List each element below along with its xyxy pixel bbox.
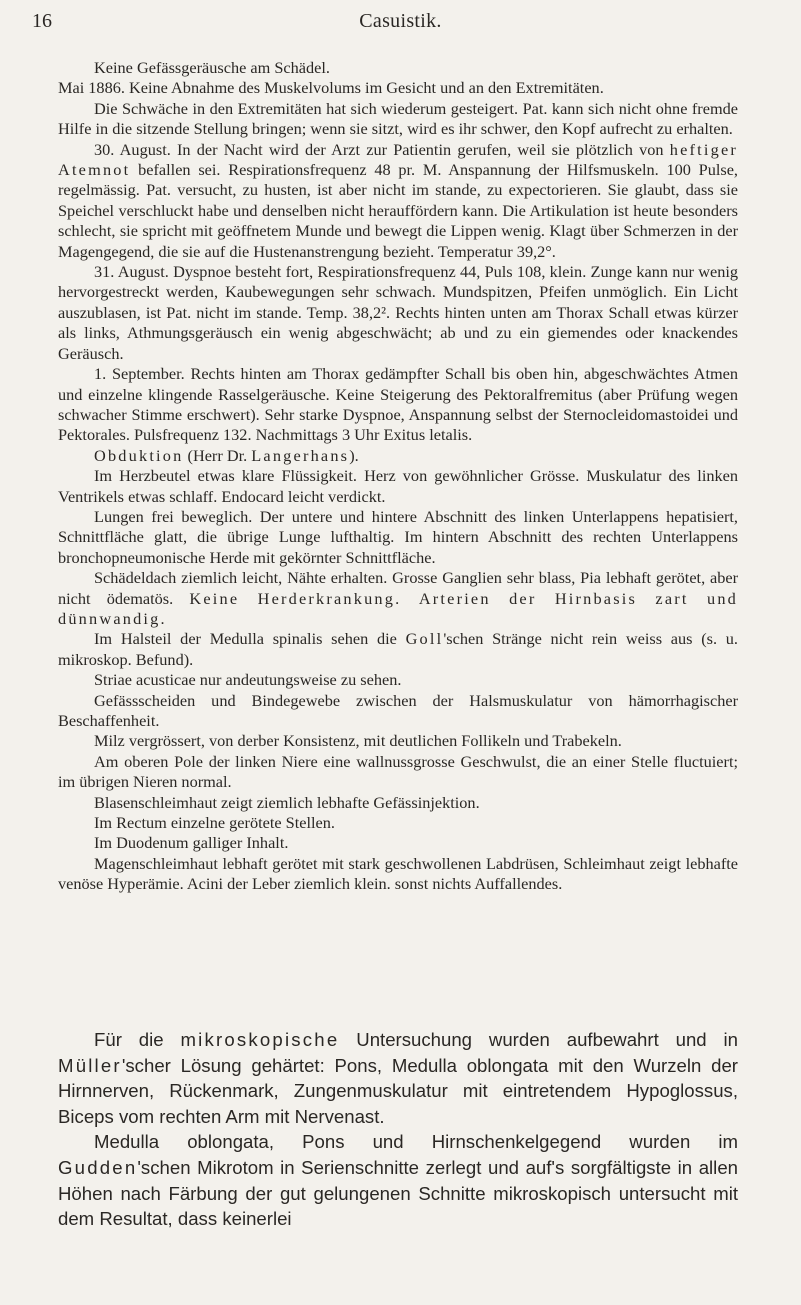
text-run: Untersuchung wurden aufbewahrt und in [339, 1029, 738, 1050]
spaced-emphasis: Keine Herderkrankung. Arterien der Hirnbasis zart und dünnwandig. [58, 588, 738, 628]
text-run: Lungen frei beweglich. Der untere und hintere Abschnitt des linken Unterlappens hepatisiert, Schnittfläche glatt, die übrige Lunge lufthaltig. Im hintern Abschnitt des rechten Unterlappens bronchopneumonische Herde mit gekörnter Schnittfläche. [58, 506, 738, 567]
case-paragraph [58, 58, 738, 78]
text-run: Im Duodenum galliger Inhalt. [94, 833, 289, 853]
case-paragraph [58, 752, 738, 793]
spaced-emphasis: Goll [405, 629, 444, 649]
text-run: Magenschleimhaut lebhaft gerötet mit stark geschwollenen Labdrüsen, Schleimhaut zeigt lebhafte venöse Hyperämie. Acini der Leber ziemlich klein. sonst nichts Auffallendes. [58, 853, 738, 894]
text-run: 'schen Stränge nicht rein weiss aus (s. u. mikroskop. Befund). [58, 629, 738, 669]
text-run: 30. August. In der Nacht wird der Arzt zur Patientin gerufen, weil sie plötzlich von [94, 139, 670, 159]
case-paragraph [58, 793, 738, 813]
page-header [32, 10, 769, 36]
case-paragraph [58, 731, 738, 751]
text-run: Medulla oblongata, Pons und Hirnschenkelgegend wurden im [94, 1131, 738, 1153]
page-number: 16 [32, 10, 52, 32]
case-paragraph [58, 140, 738, 262]
spaced-emphasis: heftiger Atemnot [58, 139, 738, 180]
text-run: Am oberen Pole der linken Niere eine wallnussgrosse Geschwulst, die an einer Stelle fluctuiert; im übrigen Nieren normal. [58, 751, 738, 792]
text-run: (Herr Dr. [183, 445, 252, 465]
text-run: Im Herzbeutel etwas klare Flüssigkeit. Herz von gewöhnlicher Grösse. Muskulatur des linken Ventrikels etwas schlaff. Endocard leicht verdickt. [58, 466, 738, 506]
case-paragraph [58, 629, 738, 670]
text-run: 'schen Mikrotom in Serienschnitte zerlegt und auf's sorgfältigste in allen Höhen nach Färbung der gut gelungenen Schnitte mikroskopisch untersucht mit dem Resultat, dass keinerlei [58, 1156, 738, 1230]
case-paragraph [58, 854, 738, 895]
spaced-emphasis: Müller [58, 1054, 122, 1076]
text-run: Im Rectum einzelne gerötete Stellen. [94, 813, 335, 833]
text-run: Die Schwäche in den Extremitäten hat sich wiederum gesteigert. Pat. kann sich nicht ohne fremde Hilfe in die sitzende Stellung bringen; wenn sie sitzt, wird es ihr schwer, den Kopf aufrecht zu erhalten. [58, 98, 738, 139]
text-run: Keine Gefässgeräusche am Schädel. [94, 58, 330, 77]
case-paragraph [58, 364, 738, 446]
case-history-text [58, 58, 738, 895]
text-run: Gefässscheiden und Bindegewebe zwischen der Halsmuskulatur von hämorrhagischer Beschaffenheit. [58, 690, 738, 730]
text-run: 31. August. Dyspnoe besteht fort, Respirationsfrequenz 44, Puls 108, klein. Zunge kann nur wenig hervorgestreckt werden, Kaubewegungen sehr schwach. Mundspitzen, Pfeifen unmöglich. Ein Licht auszublasen, ist Pat. nicht im stande. Temp. 38,2². Rechts hinten unten am Thorax Schall etwas kürzer als links, Athmungsgeräusch ein wenig abgeschwächt; ab und zu ein giemendes oder knackendes Geräusch. [58, 262, 738, 363]
case-paragraph [58, 262, 738, 364]
case-paragraph [58, 813, 738, 833]
case-paragraph [58, 670, 738, 690]
case-paragraph [58, 691, 738, 732]
case-paragraph [58, 833, 738, 853]
case-paragraph [58, 78, 738, 98]
case-paragraph [58, 99, 738, 140]
case-paragraph [58, 507, 738, 568]
discussion-text [58, 1027, 738, 1232]
text-run: Für die [94, 1029, 181, 1050]
text-run: ). [349, 445, 359, 465]
text-run: 'scher Lösung gehärtet: Pons, Medulla oblongata mit den Wurzeln der Hirnnerven, Rückenmark, Zungenmuskulatur mit eintretendem Hypoglossus, Biceps vom rechten Arm mit Nervenast. [58, 1054, 738, 1127]
text-run: befallen sei. Respirationsfrequenz 48 pr. M. Anspannung der Hilfsmuskeln. 100 Pulse, regelmässig. Pat. versucht, zu husten, ist aber nicht im stande, zu expectorieren. Sie glaubt, dass sie Speichel verschluckt habe und denselben nicht herauffördern kann. Die Artikulation ist heute besonders schlecht, sie spricht mit geöffnetem Munde und bewegt die Lippen wenig. Klagt über Schmerzen in der Magengegend, die sie auf die Hustenanstrengung bezieht. Temperatur 39,2°. [58, 160, 738, 261]
spaced-emphasis: Langerhans [251, 445, 350, 465]
text-run: Im Halsteil der Medulla spinalis sehen die [94, 629, 406, 649]
case-paragraph [58, 446, 738, 466]
text-run: Milz vergrössert, von derber Konsistenz, mit deutlichen Follikeln und Trabekeln. [94, 731, 622, 751]
spaced-emphasis: Obduktion [94, 445, 184, 465]
text-run: Striae acusticae nur andeutungsweise zu sehen. [94, 670, 402, 690]
spaced-emphasis: mikroskopische [180, 1029, 340, 1050]
discussion-paragraph [58, 1129, 738, 1231]
case-paragraph [58, 568, 738, 629]
text-run: Mai 1886. Keine Abnahme des Muskelvolums im Gesicht und an den Extremitäten. [58, 78, 604, 98]
text-run: Schädeldach ziemlich leicht, Nähte erhalten. Grosse Ganglien sehr blass, Pia lebhaft gerötet, aber nicht ödematös. [58, 568, 738, 608]
text-run: 1. September. Rechts hinten am Thorax gedämpfter Schall bis oben hin, abgeschwächtes Atmen und einzelne klingende Rasselgeräusche. Keine Steigerung des Pektoralfremitus (aber Prüfung wegen schwacher Stimme erschwert). Sehr starke Dyspnoe, Anspannung selbst der Sternocleidomastoidei und Pektorales. Pulsfrequenz 132. Nachmittags 3 Uhr Exitus letalis. [58, 364, 738, 445]
text-run: Blasenschleimhaut zeigt ziemlich lebhafte Gefässinjektion. [94, 792, 480, 812]
discussion-paragraph [58, 1027, 738, 1129]
running-title: Casuistik. [359, 10, 442, 32]
case-paragraph [58, 466, 738, 507]
spaced-emphasis: Gudden [58, 1156, 138, 1178]
